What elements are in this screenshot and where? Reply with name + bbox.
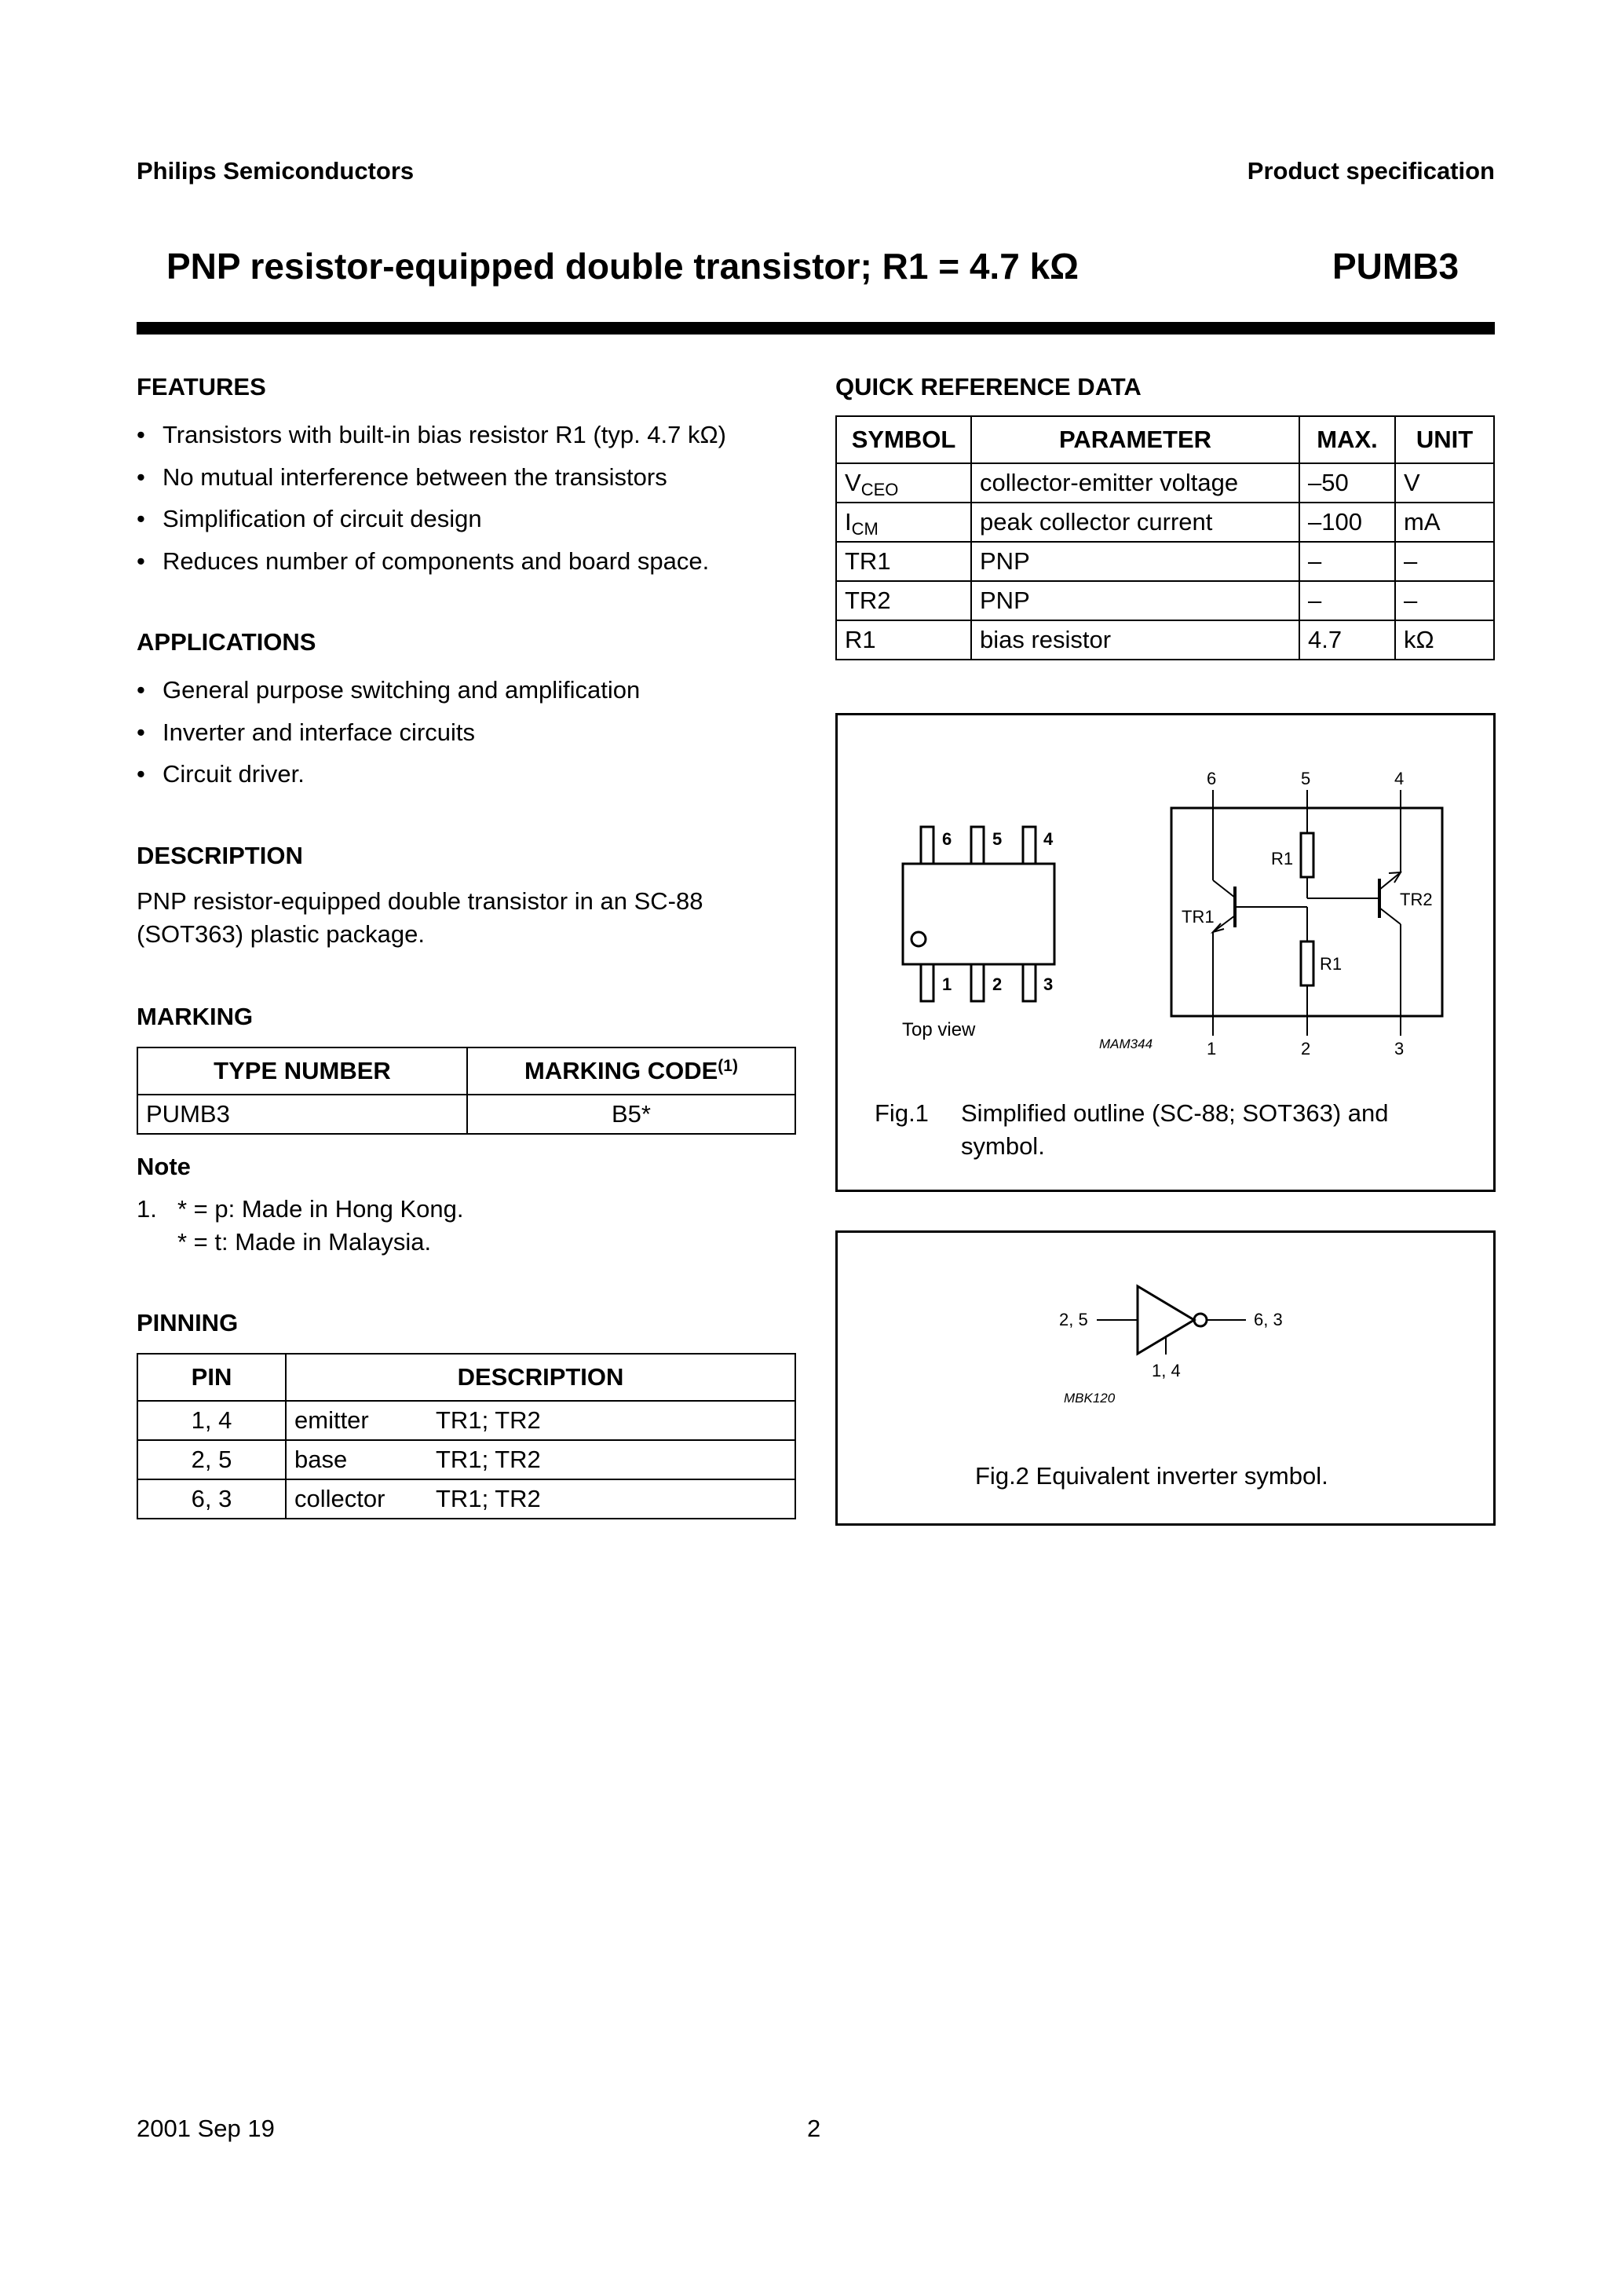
r1-upper-label: R1	[1271, 849, 1294, 868]
table-row	[836, 463, 1494, 503]
pin1-marker	[911, 932, 926, 946]
figure-2	[835, 1230, 1496, 1526]
pin-cell: 1, 4	[137, 1401, 286, 1440]
applications-list	[137, 675, 640, 802]
qrd-unit-cell: mA	[1395, 503, 1494, 542]
pkg-pin-label: 5	[992, 829, 1003, 849]
qrd-symbol-cell: TR1	[836, 542, 971, 581]
applications-heading: APPLICATIONS	[137, 628, 316, 656]
qrd-unit-cell: kΩ	[1395, 620, 1494, 660]
note-number: 1.	[137, 1195, 157, 1223]
company-name: Philips Semiconductors	[137, 157, 415, 185]
sch-pin-label: 3	[1394, 1039, 1405, 1058]
features-heading: FEATURES	[137, 373, 266, 400]
pin-2	[971, 964, 984, 1001]
fig2-diagram	[838, 1233, 1493, 1523]
tr1-label: TR1	[1182, 907, 1215, 927]
pin-cell: 6, 3	[137, 1479, 286, 1519]
table-row	[836, 503, 1494, 542]
list-item: • Inverter and interface circuits	[137, 718, 640, 760]
table-row	[137, 1440, 795, 1479]
description-heading: DESCRIPTION	[137, 842, 303, 869]
top-view-label: Top view	[902, 1019, 976, 1040]
sch-pin-label: 5	[1301, 769, 1311, 788]
fig1-code: MAM344	[1099, 1036, 1153, 1051]
qrd-parameter-cell: PNP	[971, 542, 1299, 581]
pin-desc-cell: collector TR1; TR2	[286, 1479, 795, 1519]
marking-code-cell: B5*	[467, 1095, 795, 1134]
pin-desc-cell: emitter TR1; TR2	[286, 1401, 795, 1440]
pinning-table	[137, 1353, 796, 1519]
fig1-caption-number: Fig.1	[875, 1099, 929, 1127]
inverter-output-label: 6, 3	[1254, 1310, 1283, 1329]
description-line-2: (SOT363) plastic package.	[137, 920, 426, 948]
footer-date: 2001 Sep 19	[137, 2115, 275, 2142]
marking-col-type: TYPE NUMBER	[137, 1047, 467, 1095]
pkg-pin-label: 6	[942, 829, 952, 849]
pkg-pin-label: 1	[942, 974, 952, 994]
qrd-table	[835, 415, 1495, 660]
inverter-ground-label: 1, 4	[1152, 1361, 1181, 1380]
table-row	[836, 581, 1494, 620]
pin-1	[921, 964, 933, 1001]
pinning-col-description: DESCRIPTION	[286, 1354, 795, 1401]
page-title: PNP resistor-equipped double transistor; R1 = 4.7 kΩ	[166, 246, 1080, 287]
qrd-symbol-cell: $I_{CM}$	[836, 503, 971, 542]
fig2-code: MBK120	[1064, 1391, 1116, 1406]
qrd-col-unit: UNIT	[1395, 416, 1494, 463]
qrd-parameter-cell: collector-emitter voltage	[971, 463, 1299, 503]
pin-desc-cell: base TR1; TR2	[286, 1440, 795, 1479]
part-number: PUMB3	[1332, 246, 1459, 287]
doc-type: Product specification	[1247, 157, 1495, 185]
table-header-row	[137, 1354, 795, 1401]
marking-table	[137, 1047, 796, 1135]
pinning-heading: PINNING	[137, 1309, 239, 1336]
list-item: • Transistors with built-in bias resistor R1 (typ. 4.7 kΩ)	[137, 420, 726, 462]
list-item: • General purpose switching and amplification	[137, 675, 640, 718]
sch-pin-label: 2	[1301, 1039, 1311, 1058]
marking-type-cell: PUMB3	[137, 1095, 467, 1134]
qrd-col-parameter: PARAMETER	[971, 416, 1299, 463]
qrd-parameter-cell: bias resistor	[971, 620, 1299, 660]
pin-3	[1023, 964, 1036, 1001]
r1-lower-resistor	[1301, 941, 1313, 985]
qrd-symbol-cell: TR2	[836, 581, 971, 620]
qrd-symbol-cell: $V_{CEO}$	[836, 463, 971, 503]
pin-4	[1023, 827, 1036, 864]
qrd-max-cell: 4.7	[1299, 620, 1395, 660]
qrd-max-cell: –	[1299, 581, 1395, 620]
pkg-pin-label: 3	[1043, 974, 1054, 994]
qrd-col-max: MAX.	[1299, 416, 1395, 463]
qrd-unit-cell: –	[1395, 581, 1494, 620]
table-header-row	[137, 1047, 795, 1095]
pkg-pin-label: 4	[1043, 829, 1054, 849]
r1-lower-label: R1	[1320, 954, 1343, 974]
sch-pin-label: 4	[1394, 769, 1405, 788]
pkg-pin-label: 2	[992, 974, 1003, 994]
table-row	[137, 1095, 795, 1134]
table-row	[836, 620, 1494, 660]
list-item: • No mutual interference between the transistors	[137, 462, 726, 505]
note-line-1: * = p: Made in Hong Kong.	[177, 1195, 464, 1223]
note-heading: Note	[137, 1153, 191, 1180]
title-rule	[137, 322, 1495, 335]
fig2-caption: Fig.2 Equivalent inverter symbol.	[975, 1462, 1328, 1490]
package-outline	[903, 864, 1054, 964]
note-line-2: * = t: Made in Malaysia.	[177, 1228, 432, 1256]
fig1-diagram	[838, 715, 1493, 1190]
r1-upper-resistor	[1301, 833, 1313, 877]
marking-col-code: MARKING CODE$^{(1)}$	[467, 1047, 795, 1095]
list-item: • Reduces number of components and board space.	[137, 547, 726, 589]
qrd-max-cell: –50	[1299, 463, 1395, 503]
qrd-parameter-cell: peak collector current	[971, 503, 1299, 542]
table-row	[137, 1401, 795, 1440]
sch-pin-label: 6	[1207, 769, 1217, 788]
qrd-max-cell: –	[1299, 542, 1395, 581]
table-row	[836, 542, 1494, 581]
pin-6	[921, 827, 933, 864]
description-line-1: PNP resistor-equipped double transistor in an SC-88	[137, 887, 703, 915]
pin-cell: 2, 5	[137, 1440, 286, 1479]
qrd-unit-cell: V	[1395, 463, 1494, 503]
pinning-col-pin: PIN	[137, 1354, 286, 1401]
qrd-unit-cell: –	[1395, 542, 1494, 581]
qrd-parameter-cell: PNP	[971, 581, 1299, 620]
table-header-row	[836, 416, 1494, 463]
table-row	[137, 1479, 795, 1519]
list-item: • Simplification of circuit design	[137, 504, 726, 547]
qrd-symbol-cell: R1	[836, 620, 971, 660]
fig1-caption-line-2: symbol.	[961, 1132, 1045, 1160]
figure-1	[835, 713, 1496, 1192]
inverter-input-label: 2, 5	[1059, 1310, 1088, 1329]
qrd-col-symbol: SYMBOL	[836, 416, 971, 463]
fig1-caption-line-1: Simplified outline (SC-88; SOT363) and	[961, 1099, 1389, 1127]
sch-pin-label: 1	[1207, 1039, 1217, 1058]
marking-heading: MARKING	[137, 1003, 254, 1030]
qrd-heading: QUICK REFERENCE DATA	[835, 373, 1142, 400]
pin-5	[971, 827, 984, 864]
qrd-max-cell: –100	[1299, 503, 1395, 542]
list-item: • Circuit driver.	[137, 759, 640, 802]
features-list	[137, 420, 726, 588]
page-number: 2	[807, 2115, 821, 2142]
tr2-label: TR2	[1400, 890, 1433, 909]
